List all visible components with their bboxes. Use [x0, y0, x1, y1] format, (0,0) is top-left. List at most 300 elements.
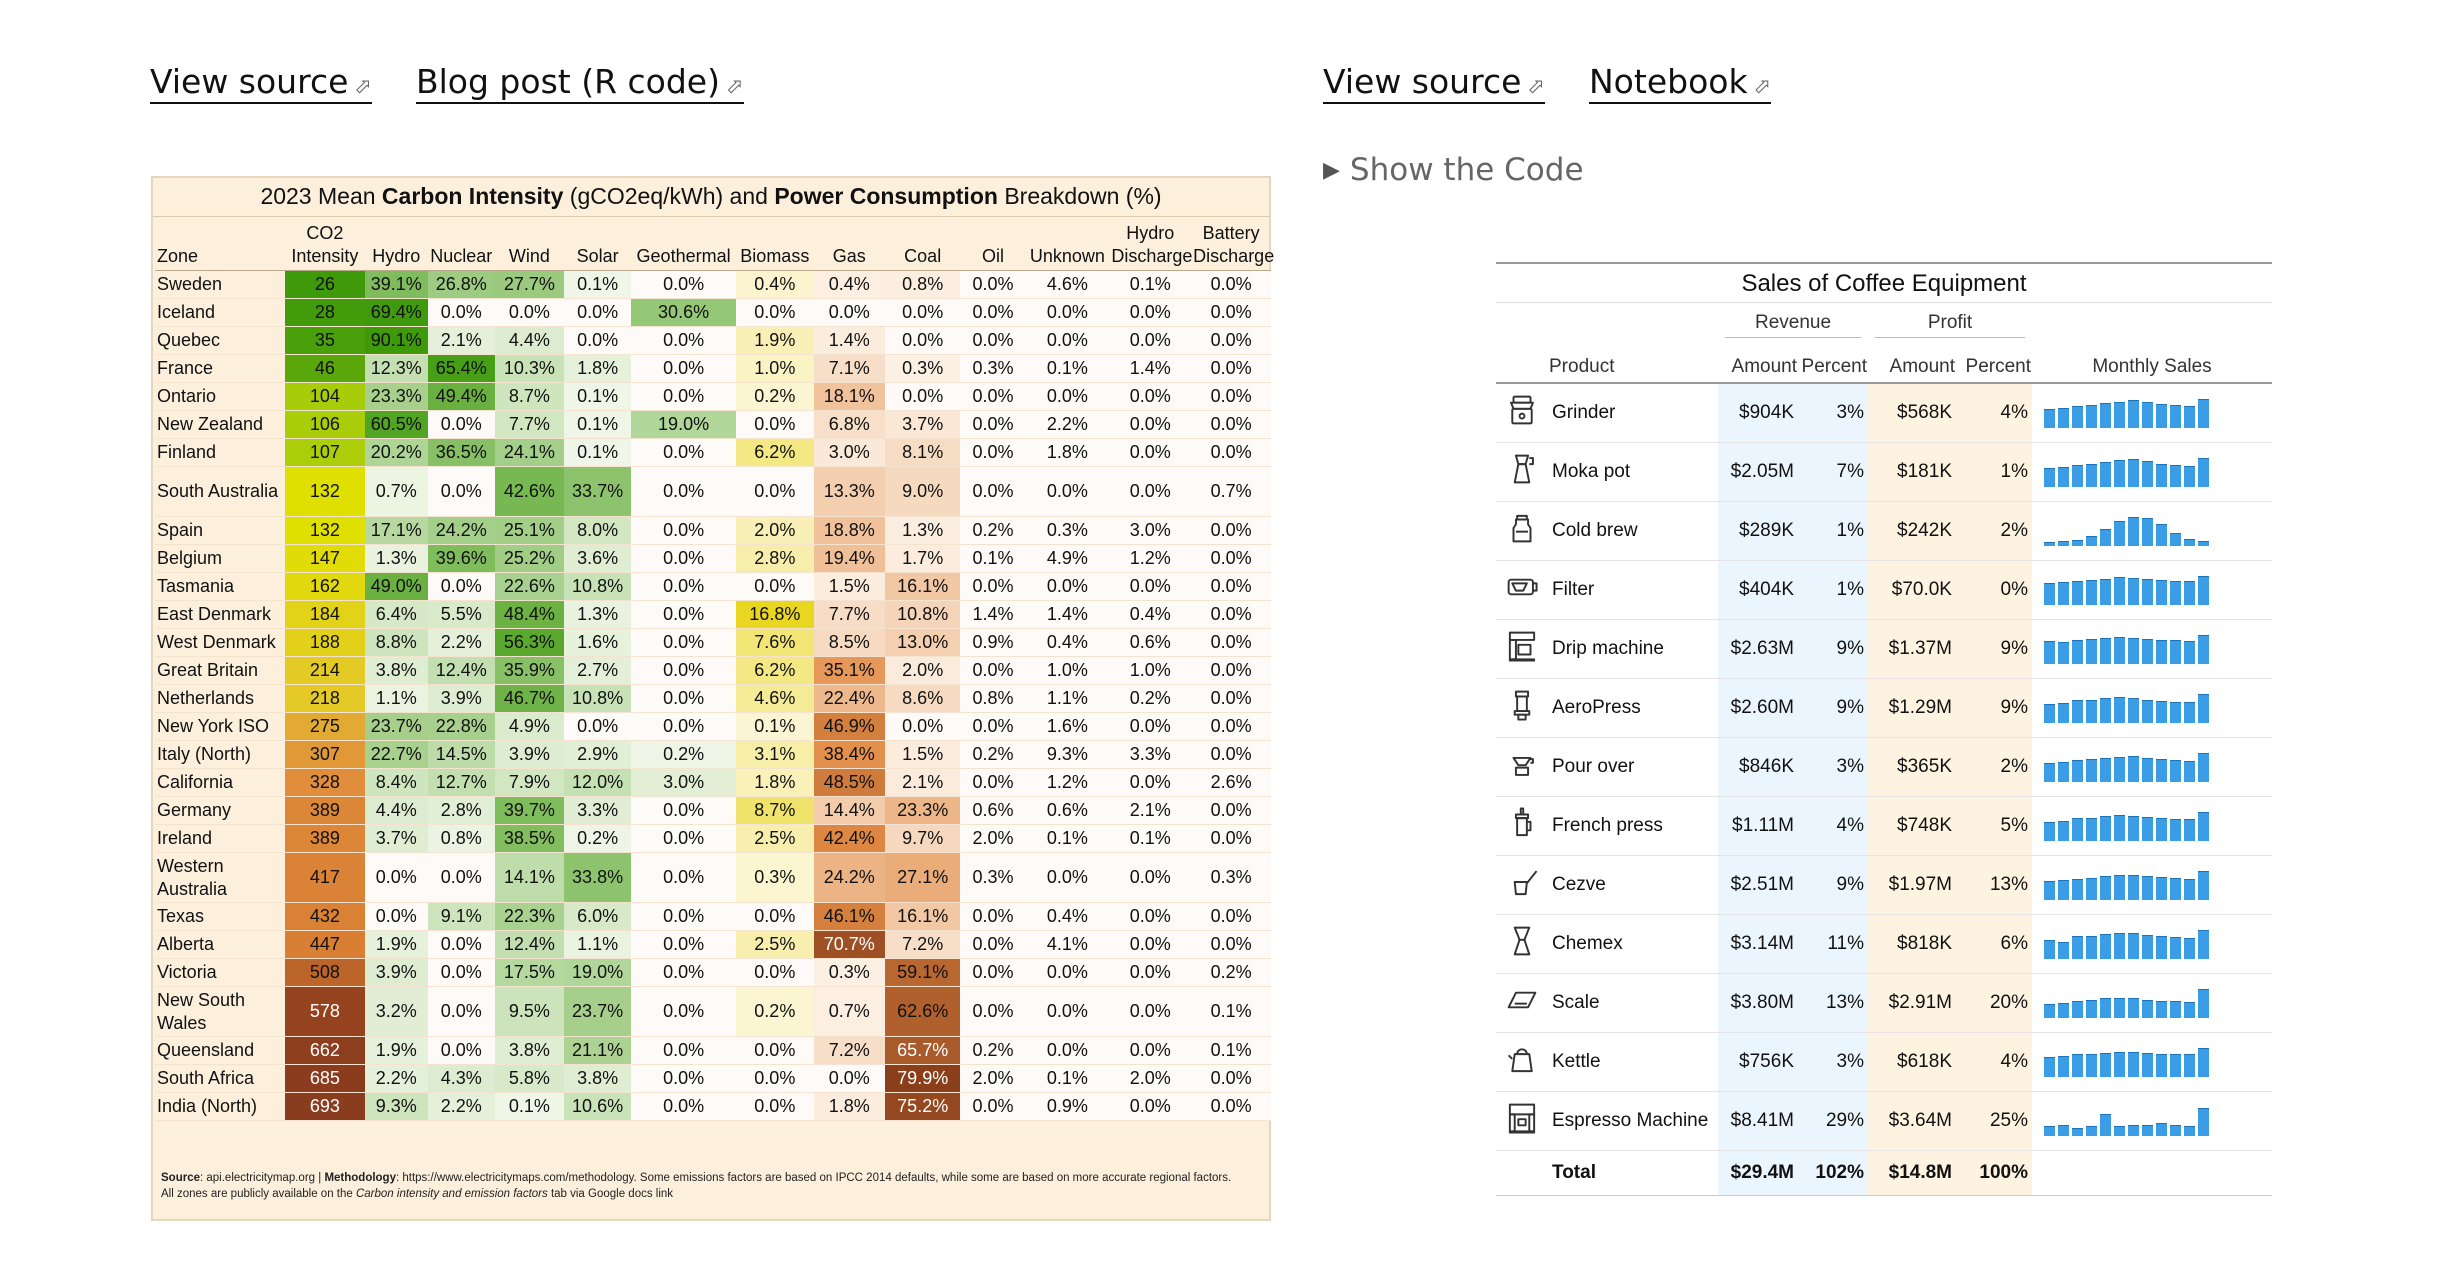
revenue-percent: 9% [1798, 679, 1868, 738]
col-profit-amount: Amount [1868, 339, 1956, 383]
pct-cell: 0.0% [631, 931, 736, 959]
pct-cell: 0.0% [814, 299, 885, 327]
profit-percent: 25% [1956, 1092, 2032, 1151]
sparkline-bar [2128, 459, 2139, 487]
zone-cell: Netherlands [155, 685, 285, 713]
link-bar-right [1323, 62, 1771, 104]
sparkline-bar [2198, 635, 2209, 664]
pct-cell: 12.3% [365, 355, 428, 383]
sparkline-bar [2142, 1053, 2153, 1077]
pct-cell: 0.1% [564, 411, 631, 439]
profit-amount: $1.29M [1868, 679, 1956, 738]
table-row [155, 601, 1271, 629]
pct-cell: 0.0% [960, 959, 1025, 987]
sparkline-bar [2114, 460, 2125, 487]
sparkline-bar [2198, 812, 2209, 842]
cezve-icon [1496, 856, 1548, 915]
pct-cell: 39.1% [365, 271, 428, 299]
sparkline-bar [2058, 467, 2069, 487]
sparkline-bar [2072, 640, 2083, 664]
pct-cell: 12.0% [564, 769, 631, 797]
pct-cell: 8.0% [564, 517, 631, 545]
sparkline-bar [2044, 940, 2055, 959]
pct-cell: 0.0% [631, 685, 736, 713]
pct-cell: 13.0% [885, 629, 961, 657]
pct-cell: 9.0% [885, 467, 961, 517]
monthly-sales-sparkline [2032, 1033, 2272, 1092]
blog-post-link[interactable]: Blog post (R code) ⬀ [416, 62, 744, 104]
revenue-percent: 3% [1798, 1033, 1868, 1092]
zone-cell: East Denmark [155, 601, 285, 629]
carbon-header-row [155, 218, 1271, 271]
zone-cell: Belgium [155, 545, 285, 573]
view-source-link[interactable]: View source ⬀ [150, 62, 372, 104]
revenue-percent: 1% [1798, 502, 1868, 561]
table-row [1496, 738, 2272, 797]
profit-amount: $568K [1868, 383, 1956, 443]
co2-cell: 184 [285, 601, 365, 629]
external-link-icon: ⬀ [354, 74, 372, 98]
pct-cell: 0.0% [631, 1065, 736, 1093]
pct-cell: 65.4% [428, 355, 495, 383]
pct-cell: 10.8% [564, 685, 631, 713]
pct-cell: 18.8% [814, 517, 885, 545]
product-name: Grinder [1548, 383, 1718, 443]
external-link-icon: ⬀ [725, 74, 744, 98]
revenue-percent: 3% [1798, 383, 1868, 443]
pct-cell: 0.0% [736, 299, 814, 327]
pct-cell: 1.1% [1025, 685, 1109, 713]
pct-cell: 0.0% [736, 467, 814, 517]
sparkline-bar [2198, 541, 2209, 546]
pct-cell: 0.0% [960, 573, 1025, 601]
pct-cell: 10.8% [885, 601, 961, 629]
pct-cell: 0.2% [564, 825, 631, 853]
product-name: Drip machine [1548, 620, 1718, 679]
col-oil: Oil [960, 218, 1025, 271]
profit-amount: $2.91M [1868, 974, 1956, 1033]
zone-cell: Western Australia [155, 853, 285, 903]
profit-percent: 4% [1956, 383, 2032, 443]
pct-cell: 0.0% [1191, 271, 1271, 299]
product-name: Cezve [1548, 856, 1718, 915]
zone-cell: Great Britain [155, 657, 285, 685]
pct-cell: 0.0% [1191, 931, 1271, 959]
pct-cell: 0.3% [1025, 517, 1109, 545]
pct-cell: 0.0% [1109, 439, 1191, 467]
pct-cell: 19.0% [631, 411, 736, 439]
pct-cell: 0.0% [960, 271, 1025, 299]
pct-cell: 0.0% [564, 327, 631, 355]
col-unknown: Unknown [1025, 218, 1109, 271]
sparkline-bar [2072, 1001, 2083, 1019]
sparkline-bar [2086, 464, 2097, 487]
sparkline-bar [2044, 881, 2055, 900]
pct-cell: 24.2% [814, 853, 885, 903]
pct-cell: 0.0% [1109, 903, 1191, 931]
sparkline-bar [2184, 938, 2195, 959]
sparkline-bar [2044, 1057, 2055, 1078]
pct-cell: 0.0% [631, 271, 736, 299]
sparkline-bar [2198, 871, 2209, 901]
pct-cell: 0.0% [1109, 713, 1191, 741]
pct-cell: 7.7% [814, 601, 885, 629]
pct-cell: 0.0% [1109, 959, 1191, 987]
pct-cell: 0.0% [1109, 1093, 1191, 1121]
sparkline-bar [2198, 930, 2209, 960]
pct-cell: 24.1% [495, 439, 564, 467]
profit-percent: 5% [1956, 797, 2032, 856]
pct-cell: 46.1% [814, 903, 885, 931]
pct-cell: 27.1% [885, 853, 961, 903]
pct-cell: 0.0% [631, 467, 736, 517]
sparkline-bar [2184, 1126, 2195, 1136]
pct-cell: 17.5% [495, 959, 564, 987]
pct-cell: 2.8% [428, 797, 495, 825]
pct-cell: 2.5% [736, 931, 814, 959]
pct-cell: 1.2% [1025, 769, 1109, 797]
table-row [1496, 561, 2272, 620]
col-wind: Wind [495, 218, 564, 271]
sparkline-bar [2128, 933, 2139, 959]
sparkline-bar [2128, 1125, 2139, 1136]
pct-cell: 0.0% [428, 467, 495, 517]
monthly-sales-sparkline [2032, 561, 2272, 620]
pct-cell: 0.0% [736, 1037, 814, 1065]
pct-cell: 0.0% [631, 825, 736, 853]
pct-cell: 0.0% [960, 439, 1025, 467]
revenue-percent: 13% [1798, 974, 1868, 1033]
pct-cell: 3.0% [1109, 517, 1191, 545]
pct-cell: 0.0% [428, 573, 495, 601]
pct-cell: 3.7% [885, 411, 961, 439]
pct-cell: 0.3% [960, 853, 1025, 903]
pct-cell: 0.0% [1191, 355, 1271, 383]
zone-cell: Iceland [155, 299, 285, 327]
table-row [155, 629, 1271, 657]
sparkline-bar [2156, 524, 2167, 546]
sparkline-bar [2142, 579, 2153, 605]
sparkline-bar [2198, 694, 2209, 724]
pct-cell: 0.0% [960, 903, 1025, 931]
pct-cell: 38.4% [814, 741, 885, 769]
pct-cell: 16.1% [885, 903, 961, 931]
sparkline-bar [2100, 579, 2111, 606]
pct-cell: 0.0% [631, 987, 736, 1037]
pct-cell: 0.0% [736, 1065, 814, 1093]
pct-cell: 7.6% [736, 629, 814, 657]
pct-cell: 12.7% [428, 769, 495, 797]
coffee-sales-panel [1496, 262, 2272, 1196]
pct-cell: 0.0% [960, 657, 1025, 685]
sparkline-bar [2184, 641, 2195, 664]
sparkline-bar [2100, 462, 2111, 487]
coffee-sales-table [1496, 303, 2272, 1196]
sparkline-bar [2128, 1052, 2139, 1077]
sparkline-bar [2100, 758, 2111, 782]
pct-cell: 2.7% [564, 657, 631, 685]
table-row [1496, 679, 2272, 738]
pct-cell: 7.9% [495, 769, 564, 797]
profit-amount: $818K [1868, 915, 1956, 974]
pct-cell: 70.7% [814, 931, 885, 959]
pct-cell: 0.0% [631, 959, 736, 987]
notebook-link[interactable]: Notebook ⬀ [1589, 62, 1771, 104]
sparkline-bar [2184, 539, 2195, 546]
table-row [1496, 974, 2272, 1033]
sparkline-bar [2198, 989, 2209, 1019]
sparkline-bar [2044, 1126, 2055, 1136]
carbon-intensity-panel [151, 176, 1275, 1221]
table-row [155, 355, 1271, 383]
profit-percent: 1% [1956, 443, 2032, 502]
coffee-table-title: Sales of Coffee Equipment [1496, 264, 2272, 303]
sparkline-bar [2156, 404, 2167, 428]
sparkline-bar [2170, 702, 2181, 723]
zone-cell: Queensland [155, 1037, 285, 1065]
pct-cell: 1.3% [365, 545, 428, 573]
pct-cell: 0.3% [960, 355, 1025, 383]
sparkline-bar [2184, 406, 2195, 428]
col-coal: Coal [885, 218, 961, 271]
pct-cell: 2.0% [1109, 1065, 1191, 1093]
pct-cell: 1.9% [365, 931, 428, 959]
profit-percent: 9% [1956, 620, 2032, 679]
total-label: Total [1548, 1151, 1718, 1196]
revenue-amount: $2.51M [1718, 856, 1798, 915]
pct-cell: 2.2% [1025, 411, 1109, 439]
sparkline-bar [2044, 704, 2055, 723]
pct-cell: 0.0% [1109, 327, 1191, 355]
pct-cell: 0.0% [631, 517, 736, 545]
revenue-percent: 1% [1798, 561, 1868, 620]
pct-cell: 6.8% [814, 411, 885, 439]
pct-cell: 42.6% [495, 467, 564, 517]
pct-cell: 0.0% [1025, 853, 1109, 903]
pct-cell: 10.8% [564, 573, 631, 601]
pct-cell: 0.0% [1109, 467, 1191, 517]
sparkline-bar [2058, 1003, 2069, 1018]
pct-cell: 46.7% [495, 685, 564, 713]
profit-amount: $748K [1868, 797, 1956, 856]
pct-cell: 14.1% [495, 853, 564, 903]
pct-cell: 12.4% [428, 657, 495, 685]
pct-cell: 0.2% [960, 517, 1025, 545]
col-solar: Solar [564, 218, 631, 271]
table-row [155, 713, 1271, 741]
coffee-group-header-row [1496, 303, 2272, 339]
pct-cell: 6.4% [365, 601, 428, 629]
pct-cell: 0.1% [1025, 355, 1109, 383]
pct-cell: 39.7% [495, 797, 564, 825]
pct-cell: 3.6% [564, 545, 631, 573]
sparkline-bar [2156, 640, 2167, 664]
product-name: Kettle [1548, 1033, 1718, 1092]
table-row [1496, 915, 2272, 974]
pct-cell: 0.0% [631, 439, 736, 467]
col-hydro: Hydro [365, 218, 428, 271]
sparkline-bar [2184, 879, 2195, 900]
kettle-icon [1496, 1033, 1548, 1092]
pct-cell: 4.9% [1025, 545, 1109, 573]
pct-cell: 14.4% [814, 797, 885, 825]
sparkline-bar [2156, 464, 2167, 488]
chemex-icon [1496, 915, 1548, 974]
table-row [155, 769, 1271, 797]
table-row [155, 987, 1271, 1037]
view-source-link[interactable]: View source ⬀ [1323, 62, 1545, 104]
pct-cell: 0.2% [631, 741, 736, 769]
sparkline-bar [2170, 640, 2181, 664]
pct-cell: 8.4% [365, 769, 428, 797]
table-row [1496, 1092, 2272, 1151]
product-name: Cold brew [1548, 502, 1718, 561]
pct-cell: 0.0% [1191, 657, 1271, 685]
pct-cell: 0.0% [1191, 797, 1271, 825]
pct-cell: 5.8% [495, 1065, 564, 1093]
revenue-percent: 9% [1798, 620, 1868, 679]
triangle-right-icon: ▶ [1323, 157, 1340, 183]
col-revenue-amount: Amount [1718, 339, 1798, 383]
pct-cell: 4.6% [1025, 271, 1109, 299]
sparkline-bar [2058, 582, 2069, 605]
zone-cell: Finland [155, 439, 285, 467]
pct-cell: 62.6% [885, 987, 961, 1037]
pct-cell: 1.4% [1025, 601, 1109, 629]
sparkline-bar [2114, 577, 2125, 605]
sparkline-bar [2114, 697, 2125, 723]
pct-cell: 0.1% [564, 439, 631, 467]
profit-percent: 6% [1956, 915, 2032, 974]
pct-cell: 0.0% [960, 327, 1025, 355]
pct-cell: 8.5% [814, 629, 885, 657]
co2-cell: 28 [285, 299, 365, 327]
table-row [155, 797, 1271, 825]
product-name: French press [1548, 797, 1718, 856]
table-row [155, 685, 1271, 713]
sparkline-bar [2058, 1056, 2069, 1077]
pct-cell: 2.9% [564, 741, 631, 769]
pct-cell: 0.0% [1025, 1037, 1109, 1065]
pct-cell: 0.0% [885, 713, 961, 741]
co2-cell: 662 [285, 1037, 365, 1065]
pct-cell: 0.1% [1025, 825, 1109, 853]
col-revenue-percent: Percent [1798, 339, 1868, 383]
pct-cell: 10.6% [564, 1093, 631, 1121]
sparkline-bar [2100, 529, 2111, 547]
show-code-toggle[interactable] [1323, 152, 1584, 188]
sparkline-bar [2156, 1001, 2167, 1019]
pct-cell: 1.0% [1109, 657, 1191, 685]
pct-cell: 0.2% [736, 383, 814, 411]
pct-cell: 0.0% [1191, 741, 1271, 769]
pct-cell: 0.0% [365, 853, 428, 903]
pct-cell: 0.1% [495, 1093, 564, 1121]
pct-cell: 75.2% [885, 1093, 961, 1121]
total-revenue-percent: 102% [1798, 1151, 1868, 1196]
pct-cell: 35.9% [495, 657, 564, 685]
pct-cell: 0.0% [736, 959, 814, 987]
pct-cell: 16.1% [885, 573, 961, 601]
pct-cell: 0.0% [1025, 299, 1109, 327]
pct-cell: 60.5% [365, 411, 428, 439]
sparkline-bar [2086, 818, 2097, 841]
pct-cell: 1.8% [1025, 439, 1109, 467]
revenue-amount: $2.60M [1718, 679, 1798, 738]
table-row [155, 545, 1271, 573]
coffee-table-body [1496, 383, 2272, 1151]
sparkline-bar [2128, 517, 2139, 547]
pct-cell: 0.0% [960, 467, 1025, 517]
pct-cell: 0.0% [1191, 629, 1271, 657]
pct-cell: 0.0% [428, 931, 495, 959]
sparkline-bar [2072, 1054, 2083, 1077]
sparkline-bar [2170, 1054, 2181, 1077]
pct-cell: 0.0% [1191, 439, 1271, 467]
sparkline-bar [2086, 936, 2097, 959]
pct-cell: 2.1% [1109, 797, 1191, 825]
sparkline-bar [2044, 542, 2055, 546]
sparkline-bar [2142, 639, 2153, 664]
pct-cell: 33.8% [564, 853, 631, 903]
co2-cell: 162 [285, 573, 365, 601]
revenue-amount: $904K [1718, 383, 1798, 443]
table-row [1496, 797, 2272, 856]
sparkline-bar [2072, 700, 2083, 723]
sparkline-bar [2086, 1000, 2097, 1018]
sparkline-bar [2198, 399, 2209, 429]
co2-cell: 389 [285, 797, 365, 825]
sparkline-bar [2058, 703, 2069, 723]
sparkline-bar [2156, 701, 2167, 723]
pct-cell: 65.7% [885, 1037, 961, 1065]
pct-cell: 8.7% [736, 797, 814, 825]
zone-cell: Ireland [155, 825, 285, 853]
table-row [1496, 502, 2272, 561]
profit-amount: $1.37M [1868, 620, 1956, 679]
pct-cell: 3.8% [365, 657, 428, 685]
pct-cell: 2.5% [736, 825, 814, 853]
pct-cell: 0.0% [960, 411, 1025, 439]
sparkline-bar [2114, 1052, 2125, 1077]
co2-cell: 307 [285, 741, 365, 769]
sparkline-bar [2058, 942, 2069, 960]
col-battery-discharge: Battery Discharge [1191, 218, 1271, 271]
monthly-sales-sparkline [2032, 856, 2272, 915]
pct-cell: 0.2% [960, 1037, 1025, 1065]
pct-cell: 1.4% [960, 601, 1025, 629]
pct-cell: 0.9% [960, 629, 1025, 657]
pct-cell: 0.0% [1191, 411, 1271, 439]
pct-cell: 0.0% [960, 931, 1025, 959]
pct-cell: 2.6% [1191, 769, 1271, 797]
pct-cell: 0.0% [428, 1037, 495, 1065]
product-name: Moka pot [1548, 443, 1718, 502]
sparkline-bar [2156, 936, 2167, 959]
col-gas: Gas [814, 218, 885, 271]
sparkline-bar [2128, 875, 2139, 900]
sparkline-bar [2170, 937, 2181, 959]
pct-cell: 0.0% [1191, 573, 1271, 601]
co2-cell: 328 [285, 769, 365, 797]
pct-cell: 30.6% [631, 299, 736, 327]
sparkline-bar [2142, 518, 2153, 546]
sparkline-bar [2198, 458, 2209, 487]
zone-cell: Texas [155, 903, 285, 931]
pct-cell: 26.8% [428, 271, 495, 299]
sparkline-bar [2086, 536, 2097, 546]
zone-cell: Sweden [155, 271, 285, 299]
